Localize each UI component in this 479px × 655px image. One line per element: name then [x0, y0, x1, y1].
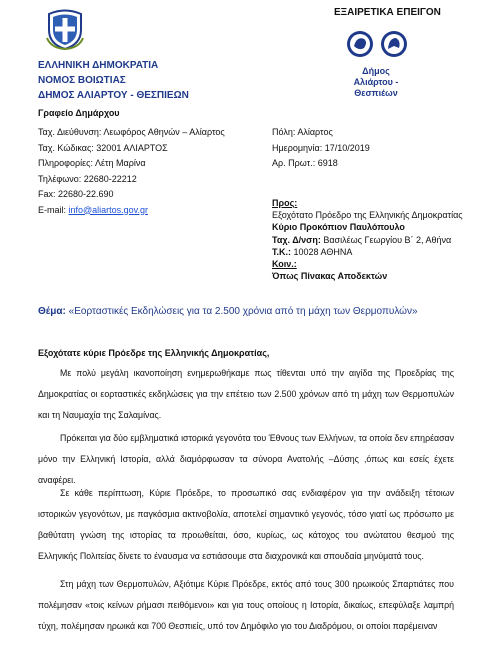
cc-value: Όπως Πίνακας Αποδεκτών [272, 271, 388, 282]
body-paragraph-3: Σε κάθε περίπτωση, Κύριε Πρόεδρε, το προσωπικό σας ενδιαφέρον για την ανάδειξη τέτοιων ιστορικών γεγονότων, με παγκόσμια ακτινοβολία, αποτελεί σημαντικό γεγονός, τόσο γιατί ως πρόσωπο με βαθύτατη γνώση της ιστορίας τα προωθείται, όσο, κυρίως, ως κάτοχος του ανώτατου θεσμού της Ελληνικής Πολιτείας δίνετε το έναυσμα να εστιάσουμε στα διαχρονικά και σπουδαία μηνύματά τους. [38, 488, 454, 561]
contact-info: Πληροφορίες: Λέτη Μαρίνα [38, 158, 146, 168]
body-paragraph-2: Πρόκειται για δύο εμβληματικά ιστορικά γεγονότα του Έθνους των Ελλήνων, τα οποία δεν επηρέασαν μόνο την Ελληνική Ιστορία, αλλά διαμόρφωσαν τα σύνορα Ανατολής –Δύσης ,όπως και εσείς έχετε αναφέρει. [38, 433, 454, 485]
issuer-line3: ΔΗΜΟΣ ΑΛΙΑΡΤΟΥ - ΘΕΣΠΙΕΩΝ [38, 90, 189, 101]
recipient-line1: Εξοχότατο Πρόεδρο της Ελληνικής Δημοκρατίας [272, 210, 463, 221]
cc-label: Κοιν.: [272, 259, 297, 270]
meta-date: Ημερομηνία: 17/10/2019 [272, 142, 370, 153]
logo-caption-line2: Αλιάρτου - Θεσπιέων [353, 77, 399, 98]
meta-protocol: Αρ. Πρωτ.: 6918 [272, 158, 338, 168]
issuer-line2: ΝΟΜΟΣ ΒΟΙΩΤΙΑΣ [38, 75, 126, 86]
contact-fax: Fax: 22680-22.690 [38, 189, 114, 199]
contact-email-row [38, 203, 225, 219]
document-meta [272, 125, 370, 172]
municipality-logo-icon [344, 26, 410, 62]
contact-block [38, 125, 225, 218]
greek-state-seal-icon [44, 8, 86, 50]
meta-city: Πόλη: Αλίαρτος [272, 127, 333, 137]
recipient-postal-label: Τ.Κ.: [272, 246, 292, 257]
issuer-line1: ΕΛΛΗΝΙΚΗ ΔΗΜΟΚΡΑΤΙΑ [38, 60, 159, 71]
recipient-address-label: Ταχ. Δ/νση: [272, 234, 321, 245]
office-name: Γραφείο Δημάρχου [38, 108, 120, 118]
body-paragraph-1: Με πολύ μεγάλη ικανοποίηση ενημερωθήκαμε πως τίθενται υπό την αιγίδα της Προεδρίας της Δημοκρατίας οι εορταστικές εκδηλώσεις για την επέτειο των 2.500 χρόνων από τη μάχη των Θερμοπυλών και τη Ναυμαχία της Σαλαμίνας. [38, 368, 454, 420]
recipient-block [272, 197, 463, 282]
recipient-line2: Κύριο Προκόπιον Παυλόπουλο [272, 222, 405, 233]
subject-line [38, 306, 418, 317]
issuer-header [38, 58, 189, 103]
body-paragraph-4: Στη μάχη των Θερμοπυλών, Αξιότιμε Κύριε Πρόεδρε, εκτός από τους 300 ηρωικούς Σπαρτιάτες που πολέμησαν «τοις κείνων ρήμασι πειθόμενοι» και για τους οποίους η Ιστορία, δικαίως, επεφύλαξε λαμπρή τύχη, πολέμησαν ηρωικά και 700 Θεσπιείς, υπό τον Δημόφιλο γιο του Διαδρόμου, οι οποίοι παρέμειναν [38, 579, 454, 631]
email-label: E-mail: [38, 204, 69, 215]
recipient-line4 [272, 246, 463, 258]
recipient-address-value: Βασιλέως Γεωργίου Β΄ 2, Αθήνα [320, 234, 452, 245]
email-link[interactable]: info@aliartos.gov.gr [68, 204, 149, 215]
subject-text: «Εορταστικές Εκδηλώσεις για τα 2.500 χρόνια από τη μάχη των Θερμοπυλών» [65, 306, 418, 317]
contact-postal: Ταχ. Κώδικας: 32001 ΑΛΙΑΡΤΟΣ [38, 142, 168, 153]
recipient-to-label: Προς: [272, 198, 298, 208]
recipient-postal-value: 10028 ΑΘΗΝΑ [291, 246, 353, 257]
contact-address: Ταχ. Διεύθυνση: Λεωφόρος Αθηνών – Αλίαρτος [38, 127, 225, 137]
logo-caption-line1: Δήμος [362, 66, 390, 76]
salutation: Εξοχότατε κύριε Πρόεδρε της Ελληνικής Δημοκρατίας, [38, 348, 270, 358]
contact-phone: Τηλέφωνο: 22680-22212 [38, 173, 137, 184]
urgency-label: ΕΞΑΙΡΕΤΙΚΑ ΕΠΕΙΓΟΝ [334, 7, 441, 18]
municipality-logo-caption [331, 66, 421, 99]
recipient-line3 [272, 234, 463, 246]
subject-label: Θέμα: [38, 306, 66, 317]
